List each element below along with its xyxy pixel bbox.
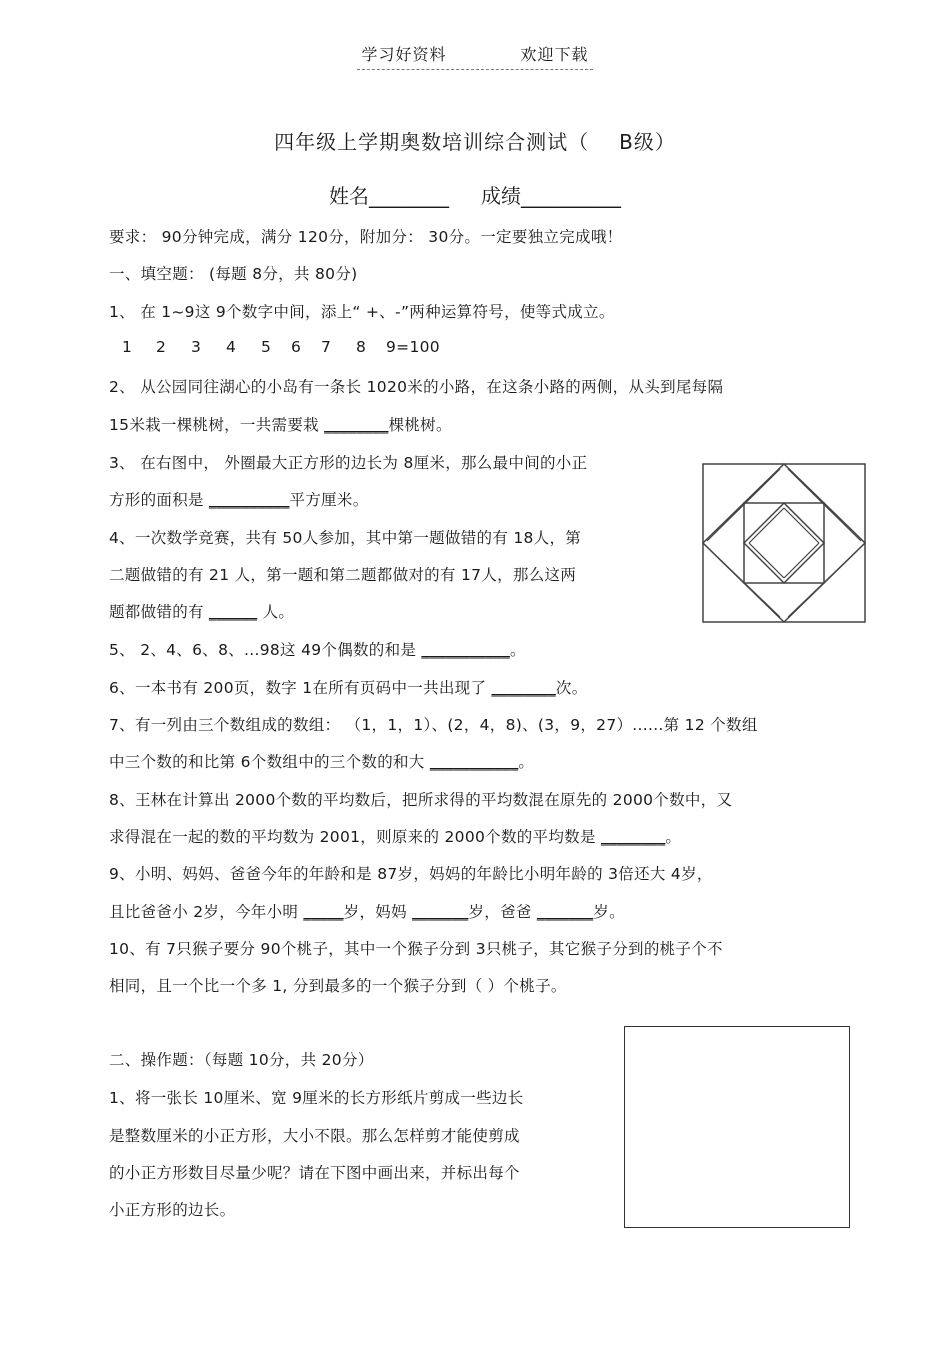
inner-diamond-edge-shadow — [749, 508, 784, 543]
q9-dad-blank[interactable]: _______ — [536, 903, 594, 921]
q1-digit: 1 — [122, 338, 133, 356]
q4-text-end: 人。 — [257, 603, 295, 621]
outer-square — [703, 464, 865, 622]
name-blank[interactable]: ________ — [369, 184, 449, 208]
q1-digit: 2 — [156, 338, 167, 356]
q3-answer-blank[interactable]: __________ — [209, 491, 290, 509]
nested-squares-figure — [702, 463, 866, 623]
q10-line1: 10、有 7只猴子要分 90个桃子，其中一个猴子分到 3只桃子，其它猴子分到的桃子个不 — [109, 940, 723, 958]
inner-diamond-edge-shadow — [784, 543, 819, 578]
op-q1-line1: 1、将一张长 10厘米、宽 9厘米的长方形纸片剪成一些边长 — [109, 1089, 524, 1107]
op-q1-line3: 的小正方形数目尽量少呢？请在下图中画出来，并标出每个 — [109, 1164, 520, 1182]
q8-line2 — [109, 825, 681, 847]
q9-text-mom: 岁，妈妈 — [343, 903, 413, 921]
score-label: 成绩 — [481, 184, 521, 208]
q1-digit: 5 — [261, 338, 272, 356]
q10-line2: 相同，且一个比一个多 1, 分到最多的一个猴子分到（ ）个桃子。 — [109, 977, 567, 995]
section2-heading: 二、操作题：（每题 10分，共 20分） — [109, 1051, 374, 1069]
q9-line1: 9、小明、妈妈、爸爸今年的年龄和是 87岁，妈妈的年龄比小明年龄的 3倍还大 4岁， — [109, 865, 713, 883]
q7-text-end: 。 — [518, 753, 535, 771]
q3-text-end: 平方厘米。 — [289, 491, 369, 509]
q1-digits — [122, 338, 440, 356]
requirement-text: 要求： 90分钟完成，满分 120分，附加分： 30分。一定要独立完成哦！ — [109, 228, 623, 246]
q8-answer-blank[interactable]: ________ — [600, 828, 666, 846]
header-banner — [357, 42, 592, 70]
q5-text-end: 。 — [509, 641, 526, 659]
q7-line1: 7、有一列由三个数组成的数组： （1，1，1）、(2，4，8)、(3，9，27）......第 12 个数组 — [109, 716, 758, 734]
q1-digit: 4 — [226, 338, 237, 356]
q5-line — [109, 638, 526, 660]
q9-text-dad: 岁，爸爸 — [468, 903, 537, 921]
header-right-text: 欢迎下载 — [520, 45, 589, 64]
rotated-square-small — [744, 503, 824, 583]
q8-text: 求得混在一起的数的平均数为 2001，则原来的 2000个数的平均数是 — [109, 828, 601, 846]
q1-digit: 6 — [291, 338, 302, 356]
q9-mom-blank[interactable]: _______ — [412, 903, 469, 921]
q5-answer-blank[interactable]: ___________ — [421, 641, 510, 659]
title-grade: B级） — [619, 130, 676, 154]
header-left-text: 学习好资料 — [361, 45, 447, 64]
q2-line1: 2、 从公园同往湖心的小岛有一条长 1020米的小路，在这条小路的两侧，从头到尾每隔 — [109, 378, 724, 396]
q9-text: 且比爸爸小 2岁，今年小明 — [109, 903, 304, 921]
q4-text: 题都做错的有 — [109, 603, 210, 621]
title-main: 四年级上学期奥数培训综合测试（ — [274, 130, 590, 154]
q3-text: 方形的面积是 — [109, 491, 210, 509]
q2-text-end: 棵桃树。 — [388, 416, 452, 434]
q2-text: 15米栽一棵桃树，一共需要栽 — [109, 416, 325, 434]
name-label: 姓名 — [329, 184, 369, 208]
rotated-square-large — [703, 464, 865, 622]
q7-text: 中三个数的和比第 6个数组中的三个数的和大 — [109, 753, 430, 771]
q4-line1: 4、一次数学竞赛，共有 50人参加，其中第一题做错的有 18人，第 — [109, 529, 582, 547]
page-title — [0, 126, 950, 155]
q9-line2 — [109, 900, 625, 922]
q6-line — [109, 676, 588, 698]
q9-xiaoming-blank[interactable]: _____ — [303, 903, 344, 921]
q3-line1: 3、 在右图中， 外圈最大正方形的边长为 8厘米，那么最中间的小正 — [109, 454, 588, 472]
inner-diamond-edge-shadow — [749, 543, 784, 578]
page-header — [0, 42, 950, 70]
q4-line3 — [109, 600, 294, 622]
q8-text-end: 。 — [665, 828, 682, 846]
student-info — [0, 180, 950, 209]
q6-text-end: 次。 — [555, 679, 588, 697]
q1-digit: 8 — [356, 338, 367, 356]
q1-digit: 9=100 — [386, 338, 440, 356]
q4-line2: 二题做错的有 21 人，第一题和第二题都做对的有 17人，那么这两 — [109, 566, 577, 584]
q2-line2 — [109, 413, 452, 435]
op-q1-line2: 是整数厘米的小正方形，大小不限。那么怎样剪才能使剪成 — [109, 1127, 520, 1145]
q4-answer-blank[interactable]: ______ — [209, 603, 258, 621]
q1-digit: 3 — [191, 338, 202, 356]
q6-text: 6、一本书有 200页，数字 1在所有页码中一共出现了 — [109, 679, 492, 697]
q3-line2 — [109, 488, 369, 510]
q1-text: 1、 在 1~9这 9个数字中间，添上“ +、-”两种运算符号，使等式成立。 — [109, 303, 615, 321]
q8-line1: 8、王林在计算出 2000个数的平均数后，把所求得的平均数混在原先的 2000个数中，又 — [109, 791, 733, 809]
op-q1-line4: 小正方形的边长。 — [109, 1201, 236, 1219]
q6-answer-blank[interactable]: ________ — [491, 679, 556, 697]
drawing-rectangle[interactable] — [624, 1026, 850, 1228]
score-blank[interactable]: __________ — [521, 184, 621, 208]
middle-square — [744, 503, 824, 583]
q7-line2 — [109, 750, 534, 772]
q2-answer-blank[interactable]: ________ — [324, 416, 389, 434]
q7-answer-blank[interactable]: ___________ — [429, 753, 519, 771]
q5-text: 5、 2、4、6、8、...98这 49个偶数的和是 — [109, 641, 422, 659]
section1-heading: 一、填空题： (每题 8分，共 80分) — [109, 265, 358, 283]
q1-digit: 7 — [321, 338, 332, 356]
q9-text-end: 岁。 — [593, 903, 625, 921]
inner-diamond-edge-shadow — [784, 508, 819, 543]
